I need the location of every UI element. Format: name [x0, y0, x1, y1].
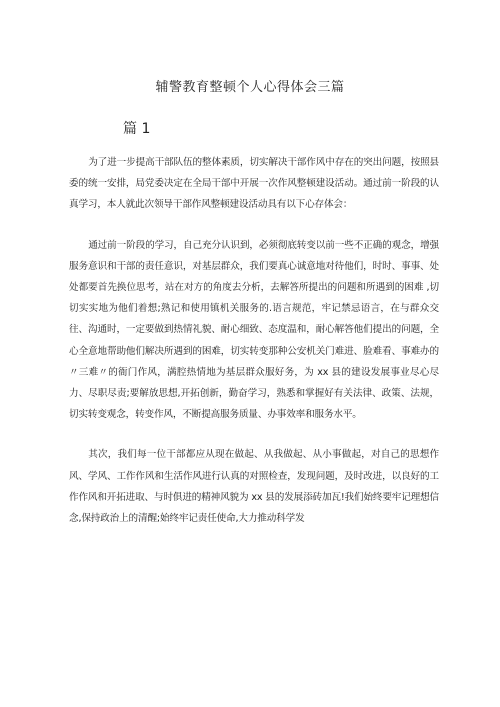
- document-title: 辅警教育整顿个人心得体会三篇: [155, 80, 345, 95]
- document-body: [69, 152, 439, 548]
- section-heading: 篇 1: [123, 121, 151, 137]
- paragraph-secondly: 其次，我们每一位干部都应从现在做起、从我做起、从小事做起，对自己的思想作风、学风、工作作风和生活作风进行认真的对照检查，发现问题，及时改进，以良好的工作作风和开拓进取、与时俱进的精神风貌为 xx 县的发展添砖加瓦!我们始终要牢记理想信念,保持政治上的清醒;始终牢记责任使命,大力推动科学发: [69, 449, 439, 525]
- paragraph-learning: 通过前一阶段的学习，自己充分认识到，必须彻底转变以前一些不正确的观念，增强服务意识和干部的责任意识，对基层群众，我们要真心诚意地对待他们，时时、事事、处处都要首先换位思考，站在对方的角度去分析，去解答所提出的问题和所遇到的困难 ,切切实实地为他们着想;熟记和使用镇机关服务的.语言规范，牢记禁忌语言，在与群众交往、沟通时，一定要做到热情礼貌、耐心细致、态度温和，耐心解答他们提出的问题，全心全意地帮助他们解决所遇到的困难，切实转变那种公安机关门难进、脸难看、事难办的〃三难〃的衙门作风，满腔热情地为基层群众服好务，为 xx 县的建设发展事业尽心尽力、尽职尽责;要解放思想,开拓创新，勤奋学习，熟悉和掌握好有关法律、政策、法规，切实转变观念，转变作风，不断提高服务质量、办事效率和服务水平。: [69, 239, 439, 421]
- paragraph-intro: 为了进一步提高干部队伍的整体素质，切实解决干部作风中存在的突出问题，按照县委的统一安排，局党委决定在全局干部中开展一次作风整顿建设活动。通过前一阶段的认真学习，本人就此次领导干部作风整顿建设活动具有以下心存体会：: [69, 157, 439, 211]
